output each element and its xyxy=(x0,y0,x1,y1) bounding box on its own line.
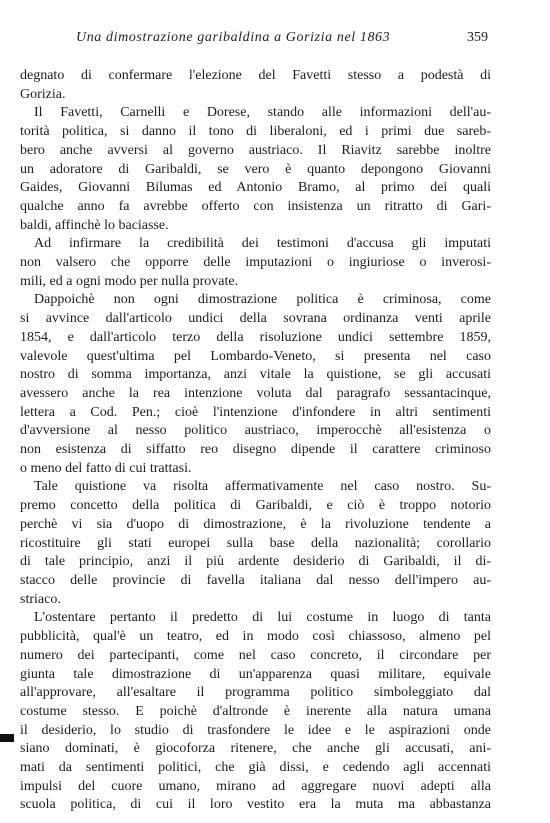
text-line: numero dei partecipanti, come nel caso concreto, il circondare per xyxy=(20,647,491,663)
text-line: Ad infirmare la credibilità dei testimoni d'accusa gli imputati xyxy=(34,236,491,252)
text-line: non esistenza di siffatto reo disegno dipende il carattere criminoso xyxy=(20,442,491,458)
text-line: lettera a Cod. Pen.; cioè l'intenzione d'infondere in altri sentimenti xyxy=(20,404,491,420)
text-line: Gorizia. xyxy=(20,86,66,102)
text-line: ricostituire gli stati europei sulla base della nazionalità; corollario xyxy=(20,535,491,551)
margin-mark xyxy=(0,734,14,742)
text-line: striaco. xyxy=(20,591,61,607)
text-line: siano dominati, è giocoforza ritenere, che anche gli accusati, ani- xyxy=(20,741,491,757)
text-line: 1854, e dall'articolo terzo della risoluzione undici settembre 1859, xyxy=(20,329,491,345)
text-line: Gaides, Giovanni Bilumas ed Antonio Bramo, al primo dei quali xyxy=(20,180,491,196)
text-line: pubblicità, qual'è un teatro, ed in modo così chiassoso, almeno pel xyxy=(20,629,491,645)
text-line: Il Favetti, Carnelli e Dorese, stando alle informazioni dell'au- xyxy=(34,105,491,121)
text-line: L'ostentare pertanto il predetto di lui costume in luogo di tanta xyxy=(34,610,491,626)
text-line: impulsi del cuore umano, mirano ad aggregare nuovi adepti alla xyxy=(20,778,491,794)
text-line: stacco delle provincie di favella italiana dal nesso dell'impero au- xyxy=(20,572,491,588)
text-line: costume stesso. E poichè d'altronde è inerente alla natura umana xyxy=(20,703,491,719)
text-line: baldi, affinchè lo baciasse. xyxy=(20,217,169,233)
text-line: torità politica, si danno il tono di liberaloni, ed i primi due sareb- xyxy=(20,124,491,140)
body-text xyxy=(20,67,491,815)
running-title: Una dimostrazione garibaldina a Gorizia nel 1863 xyxy=(76,30,391,45)
text-line: nostro di somma importanza, anzi vitale la quistione, se gli accusati xyxy=(20,367,491,383)
text-line: non valsero che opporre delle imputazioni o ingiuriose o inverosi- xyxy=(20,255,491,271)
text-line: qualche anno fa avrebbe offerto con insistenza un ritratto di Gari- xyxy=(20,198,491,214)
running-header xyxy=(20,30,488,46)
text-line: all'approvare, all'esaltare il programma politico simboleggiato dal xyxy=(20,685,491,701)
text-line: scuola politica, di cui il loro vestito era la muta ma abbastanza xyxy=(20,797,491,813)
text-line: il desiderio, lo studio di trasfondere le idee e le aspirazioni onde xyxy=(20,722,491,738)
text-line: d'avversione al nesso politico austriaco, imperocchè all'esistenza o xyxy=(20,423,491,439)
text-line: un adoratore di Garibaldi, se vero è quanto depongono Giovanni xyxy=(20,161,491,177)
text-line: Dappoichè non ogni dimostrazione politica è criminosa, come xyxy=(34,292,491,308)
text-line: o meno del fatto di cui trattasi. xyxy=(20,460,192,476)
text-line: giunta tale dimostrazione di un'apparenza quasi militare, equivale xyxy=(20,666,491,682)
text-line: Tale quistione va risolta affermativamente nel caso nostro. Su- xyxy=(34,479,491,495)
text-line: degnato di confermare l'elezione del Favetti stesso a podestà di xyxy=(20,68,491,83)
text-line: bero anche avversi al governo austriaco. Il Riavitz sarebbe inoltre xyxy=(20,142,491,158)
text-line: mili, ed a ogni modo per nulla provate. xyxy=(20,273,239,289)
text-line: premo concetto della politica di Garibaldi, e ciò è troppo notorio xyxy=(20,498,491,514)
text-line: di tale principio, anzi il più ardente desiderio di Garibaldi, il di- xyxy=(20,554,491,570)
page-number: 359 xyxy=(467,30,488,45)
text-line: valevole quest'ultima pel Lombardo-Veneto, si presenta nel caso xyxy=(20,348,491,364)
text-line: perchè vi sia d'uopo di dimostrazione, è la rivoluzione tendente a xyxy=(20,516,491,532)
text-line: mati da sentimenti politici, che già dissi, e cedendo agli accennati xyxy=(20,760,491,776)
text-line: si avvince dall'articolo undici della sovrana ordinanza venti aprile xyxy=(20,311,491,327)
text-line: avessero anche la rea intenzione voluta dal paragrafo sessantacinque, xyxy=(20,385,491,401)
